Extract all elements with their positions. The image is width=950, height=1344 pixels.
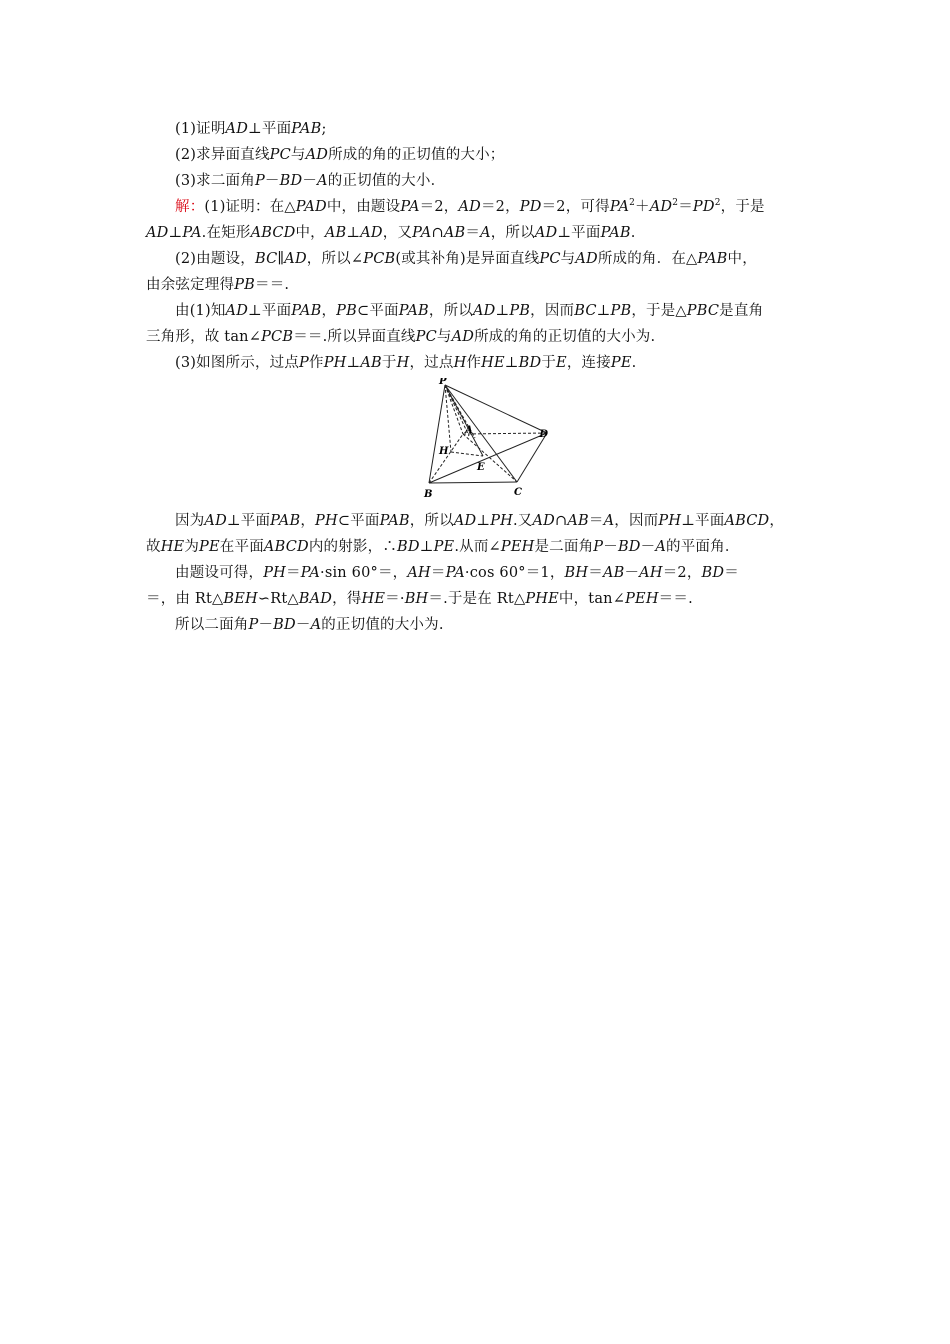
math-var: BD (279, 173, 303, 189)
text: 三角形，故 tan∠ (146, 329, 262, 345)
math-var: PA (300, 565, 321, 581)
text: 的平面角． (666, 539, 740, 555)
math-var: AD (225, 121, 249, 137)
label-a: A (465, 425, 473, 436)
label-p: P (439, 378, 447, 387)
text: . (630, 225, 636, 241)
text: 是二面角 (534, 539, 594, 555)
question-3 (146, 168, 808, 194)
math-var: PCB (363, 251, 396, 267)
text: ; (321, 121, 327, 137)
text: ⊥ (346, 225, 361, 241)
text: ⊥ (168, 225, 183, 241)
text: ⊥ (346, 355, 361, 371)
math-var: BC (574, 303, 597, 319)
math-var: H (453, 355, 467, 371)
text: (3)如图所示，过点 (175, 355, 300, 371)
math-var: AH (407, 565, 431, 581)
math-var: ABCD (263, 539, 309, 555)
math-var: PAB (398, 303, 429, 319)
text: 作 (309, 355, 324, 371)
text: ，又 (382, 225, 413, 241)
math-var: A (603, 513, 615, 529)
math-var: AD (451, 329, 475, 345)
edge-ad (463, 433, 547, 434)
text: ∥ (277, 251, 285, 267)
math-var: AD (305, 147, 329, 163)
math-var: PE (610, 355, 632, 371)
math-var: PH (315, 513, 338, 529)
text: ＝ (678, 199, 693, 215)
text: 故 (146, 539, 161, 555)
label-e: E (477, 462, 485, 473)
text: － (624, 565, 640, 581)
text: 与 (290, 147, 306, 163)
text: ＝ (588, 513, 604, 529)
math-var: BH (564, 565, 589, 581)
text: ·sin 60°＝， (320, 565, 408, 581)
math-var: PAB (291, 121, 322, 137)
text: ，于是△ (631, 303, 687, 319)
edge-he (451, 452, 483, 456)
pyramid-diagram (419, 378, 549, 506)
text: ＝2， (480, 199, 520, 215)
text: 与 (560, 251, 576, 267)
math-var: ABCD (250, 225, 296, 241)
math-var: PEH (500, 539, 535, 555)
math-var: PH (323, 355, 347, 371)
math-var: PB (610, 303, 632, 319)
text: ＝＝.所以异面直线 (293, 329, 416, 345)
math-var: PC (539, 251, 561, 267)
math-var: PAB (600, 225, 631, 241)
math-var: BC (254, 251, 278, 267)
label-c: C (514, 487, 522, 498)
text: ，于是 (720, 199, 765, 215)
math-var: PAB (379, 513, 410, 529)
math-var: PAB (291, 303, 322, 319)
solution-3-line-3 (146, 534, 808, 560)
text: ⊥ (596, 303, 611, 319)
text: ⊥ (476, 513, 491, 529)
solution-1-line-2 (146, 220, 808, 246)
exponent: 2 (629, 198, 636, 209)
text: － (295, 617, 311, 633)
text: ⊥平面 (681, 513, 725, 529)
math-var: AB (567, 513, 589, 529)
exponent: 2 (714, 198, 721, 209)
text: ，所以∠ (306, 251, 364, 267)
text: ∩ (431, 225, 444, 241)
math-var: AB (443, 225, 466, 241)
text: － (302, 173, 318, 189)
math-var: AD (472, 303, 496, 319)
math-var: BEH (223, 591, 258, 607)
text: 的正切值的大小为. (321, 617, 444, 633)
text: 与 (436, 329, 452, 345)
math-var: A (310, 617, 322, 633)
text: . (631, 355, 637, 371)
math-var: BD (273, 617, 296, 633)
text: 作 (466, 355, 482, 371)
text: ＝.于是在 Rt△ (428, 591, 526, 607)
text: ⊂平面 (337, 513, 380, 529)
text: (2)由题设， (175, 251, 255, 267)
solution-3-line-5 (146, 586, 808, 612)
text: (3)求二面角 (175, 173, 255, 189)
math-var: H (396, 355, 410, 371)
math-var: PEH (625, 591, 659, 607)
math-var: PE (433, 539, 455, 555)
text: 中，由题设 (326, 199, 401, 215)
text: 所成的角的正切值的大小为. (474, 329, 656, 345)
text: ，连接 (566, 355, 611, 371)
math-var: AD (360, 225, 383, 241)
text: ， (769, 513, 785, 529)
text: ＝ (588, 565, 603, 581)
math-var: PH (658, 513, 682, 529)
solution-3-line-6 (146, 612, 808, 638)
text: ⊥平面 (226, 513, 271, 529)
edge-ac (463, 434, 517, 482)
text: ＝ (465, 225, 481, 241)
math-var: PA (400, 199, 420, 215)
math-var: AB (602, 565, 625, 581)
text: ＋ (635, 199, 650, 215)
text: 因为 (175, 513, 205, 529)
edge-pd (445, 385, 547, 433)
math-var: AD (575, 251, 598, 267)
solution-2-line-3 (146, 298, 808, 324)
text: ， (300, 513, 316, 529)
math-var: PAB (697, 251, 728, 267)
math-var: BD (397, 539, 420, 555)
math-var: AB (324, 225, 347, 241)
text: (2)求异面直线 (175, 147, 270, 163)
math-var: HE (481, 355, 505, 371)
text: ⊥平面 (248, 121, 292, 137)
math-var: BH (404, 591, 429, 607)
solution-2-line-4 (146, 324, 808, 350)
text: ⊥平面 (248, 303, 292, 319)
text: .在矩形 (201, 225, 251, 241)
math-var: P (254, 173, 265, 189)
text: ＝2，可得 (541, 199, 610, 215)
text: 内的射影，∴ (308, 539, 398, 555)
math-var: PE (199, 539, 220, 555)
math-var: PH (263, 565, 287, 581)
text: 由(1)知 (175, 303, 226, 319)
math-var: PB (234, 277, 256, 293)
math-var: AD (204, 513, 227, 529)
text: 在平面 (219, 539, 264, 555)
solution-3-line-2 (146, 508, 808, 534)
math-var: PA (445, 565, 465, 581)
text: 中， (295, 225, 325, 241)
math-var: PD (519, 199, 542, 215)
question-2 (146, 142, 808, 168)
solution-3-line-1 (146, 350, 808, 376)
label-h: H (439, 446, 449, 457)
question-1 (146, 116, 808, 142)
text: ＝2， (662, 565, 702, 581)
text: (1)证明：在△ (204, 199, 296, 215)
label-b: B (424, 489, 433, 500)
math-var: A (317, 173, 328, 189)
text: ⊥ (504, 355, 519, 371)
text: 所成的角的正切值的大小； (328, 147, 505, 163)
document-body (146, 116, 808, 638)
math-var: PH (490, 513, 513, 529)
text: ＝＝. (255, 277, 290, 293)
text: 中， (727, 251, 757, 267)
text: ＝· (385, 591, 405, 607)
solution-1-line-1 (146, 194, 808, 220)
math-var: PAB (270, 513, 301, 529)
text: － (258, 617, 274, 633)
text: ，所以 (490, 225, 535, 241)
math-var: P (299, 355, 310, 371)
math-var: ABCD (724, 513, 770, 529)
text: ∩ (555, 513, 568, 529)
math-var: BAD (298, 591, 333, 607)
solution-label: 解： (175, 199, 205, 215)
text: ⊂平面 (356, 303, 399, 319)
text: ⊥ (495, 303, 510, 319)
math-var: AD (532, 513, 556, 529)
math-var: AH (639, 565, 663, 581)
text: ，因而 (530, 303, 575, 319)
pyramid-figure (146, 378, 808, 506)
text: ∽Rt△ (257, 591, 299, 607)
math-var: AD (534, 225, 558, 241)
math-var: AD (225, 303, 249, 319)
math-var: P (593, 539, 604, 555)
text: ⊥平面 (557, 225, 601, 241)
math-var: PAD (295, 199, 327, 215)
math-var: A (655, 539, 667, 555)
edge-pb (429, 385, 445, 483)
text: ＝ (430, 565, 446, 581)
text: ，所以 (409, 513, 454, 529)
math-var: PA (609, 199, 630, 215)
math-var: PA (412, 225, 432, 241)
math-var: AD (453, 513, 477, 529)
math-var: PC (415, 329, 437, 345)
math-var: BD (617, 539, 641, 555)
text: ＝2， (419, 199, 459, 215)
text: 由题设可得， (175, 565, 264, 581)
text: － (640, 539, 656, 555)
text: .又 (513, 513, 533, 529)
text: 于 (381, 355, 397, 371)
label-d: D (539, 429, 548, 440)
math-var: PHE (525, 591, 559, 607)
math-var: HE (160, 539, 185, 555)
math-var: HE (361, 591, 386, 607)
text: (或其补角)是异面直线 (395, 251, 540, 267)
text: ＝ (724, 565, 739, 581)
text: ，过点 (409, 355, 454, 371)
text: ·cos 60°＝1， (464, 565, 565, 581)
math-var: AD (284, 251, 307, 267)
text: ＝，由 Rt△ (146, 591, 224, 607)
solution-2-line-2 (146, 272, 808, 298)
math-var: AB (360, 355, 382, 371)
text: 为 (184, 539, 200, 555)
math-var: PBC (686, 303, 720, 319)
text: － (264, 173, 280, 189)
math-var: AD (649, 199, 673, 215)
text: .从而∠ (454, 539, 501, 555)
math-var: PC (269, 147, 291, 163)
text: ，所以 (428, 303, 473, 319)
math-var: P (248, 617, 259, 633)
text: 所成的角．在△ (597, 251, 698, 267)
text: 中，tan∠ (558, 591, 626, 607)
math-var: PB (336, 303, 357, 319)
text: 由余弦定理得 (146, 277, 235, 293)
text: ， (321, 303, 337, 319)
text: － (603, 539, 618, 555)
math-var: AD (458, 199, 481, 215)
text: (1)证明 (175, 121, 226, 137)
math-var: BD (701, 565, 725, 581)
text: 是直角 (719, 303, 764, 319)
math-var: PA (182, 225, 202, 241)
math-var: PCB (261, 329, 294, 345)
text: ，得 (332, 591, 362, 607)
text: 于 (541, 355, 557, 371)
math-var: PD (692, 199, 715, 215)
text: ⊥ (419, 539, 434, 555)
text: ＝＝. (658, 591, 693, 607)
solution-2-line-1 (146, 246, 808, 272)
math-var: PB (509, 303, 531, 319)
math-var: AD (146, 225, 169, 241)
text: 的正切值的大小． (327, 173, 446, 189)
solution-3-line-4 (146, 560, 808, 586)
math-var: BD (518, 355, 542, 371)
text: ，因而 (614, 513, 659, 529)
exponent: 2 (672, 198, 679, 209)
edge-cd (517, 433, 547, 482)
edge-bc (429, 482, 517, 483)
math-var: E (556, 355, 567, 371)
text: 所以二面角 (175, 617, 249, 633)
text: ＝ (286, 565, 301, 581)
math-var: A (480, 225, 491, 241)
